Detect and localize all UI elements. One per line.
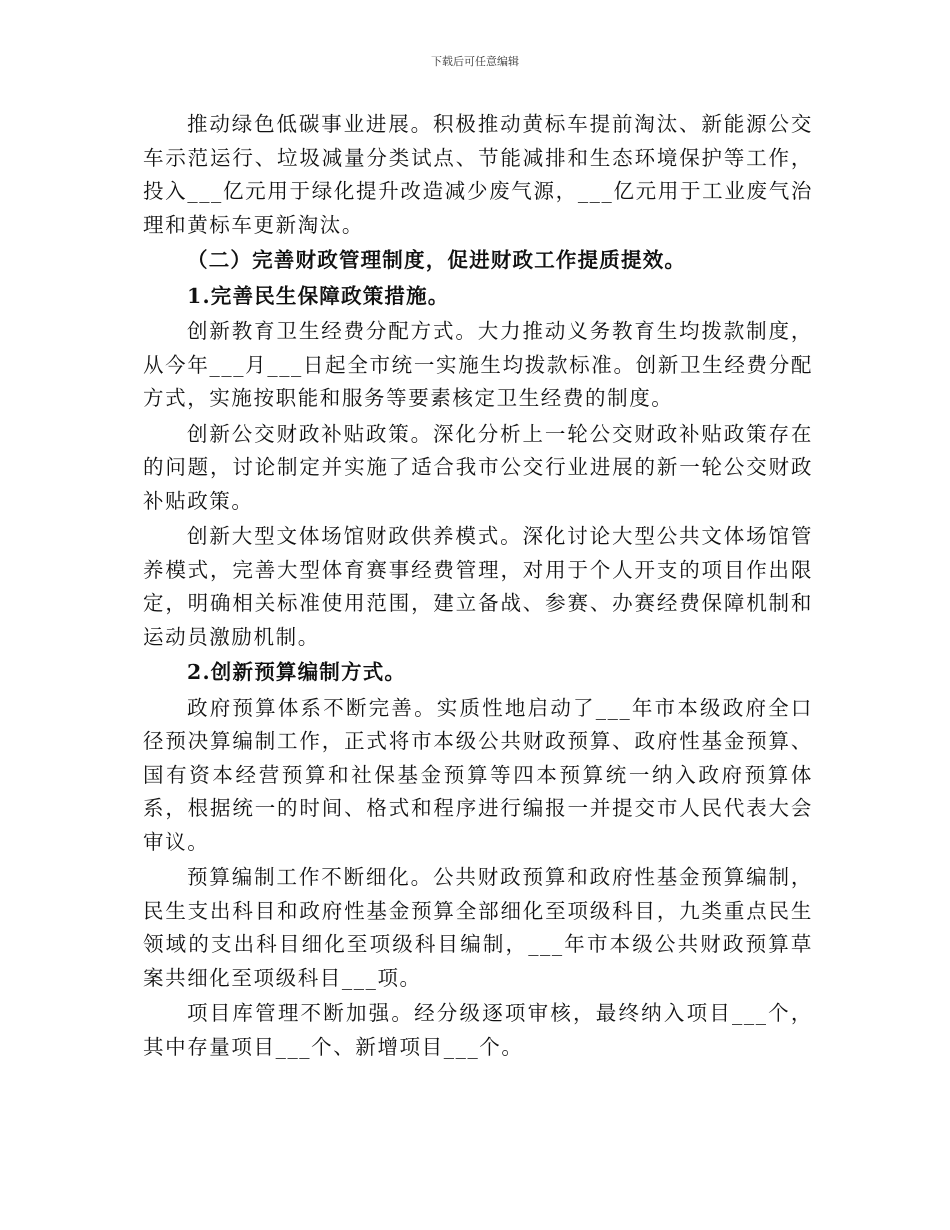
paragraph-education-health-funding: 创新教育卫生经费分配方式。大力推动义务教育生均拨款制度，从今年___月___日起全市统一实施生均拨款标准。创新卫生经费分配方式，实施按职能和服务等要素核定卫生经费的制度。 bbox=[143, 319, 813, 410]
paragraph-project-library: 项目库管理不断加强。经分级逐项审核，最终纳入项目___个，其中存量项目___个、新增项目___个。 bbox=[143, 1001, 813, 1059]
subsection-heading-livelihood-policy: 1.完善民生保障政策措施。 bbox=[187, 283, 450, 308]
paragraph-budget-system: 政府预算体系不断完善。实质性地启动了___年市本级政府全口径预决算编制工作，正式将市本级公共财政预算、政府性基金预算、国有资本经营预算和社保基金预算等四本预算统一纳入政府预算体系，根据统一的时间、格式和程序进行编报一并提交市人民代表大会审议。 bbox=[143, 695, 813, 854]
page-header: 下载后可任意编辑 bbox=[431, 55, 519, 68]
paragraph-green-development: 推动绿色低碳事业进展。积极推动黄标车提前淘汰、新能源公交车示范运行、垃圾减量分类试点、节能减排和生态环境保护等工作，投入___亿元用于绿化提升改造减少废气源，___亿元用于工业废气治理和黄标车更新淘汰。 bbox=[143, 112, 813, 237]
subsection-heading-budget-method: 2.创新预算编制方式。 bbox=[187, 660, 407, 684]
document-body bbox=[143, 108, 813, 1064]
paragraph-sports-venues: 创新大型文体场馆财政供养模式。深化讨论大型公共文体场馆管养模式，完善大型体育赛事经费管理，对用于个人开支的项目作出限定，明确相关标准使用范围，建立备战、参赛、办赛经费保障机制和运动员激励机制。 bbox=[143, 524, 813, 649]
paragraph-budget-refinement: 预算编制工作不断细化。公共财政预算和政府性基金预算编制，民生支出科目和政府性基金预算全部细化至项级科目，九类重点民生领域的支出科目细化至项级科目编制，___年市本级公共财政预算草案共细化至项级科目___项。 bbox=[143, 865, 813, 990]
section-heading-finance-management: （二）完善财政管理制度，促进财政工作提质提效。 bbox=[187, 248, 687, 272]
paragraph-bus-subsidy: 创新公交财政补贴政策。深化分析上一轮公交财政补贴政策存在的问题，讨论制定并实施了适合我市公交行业进展的新一轮公交财政补贴政策。 bbox=[143, 421, 813, 513]
